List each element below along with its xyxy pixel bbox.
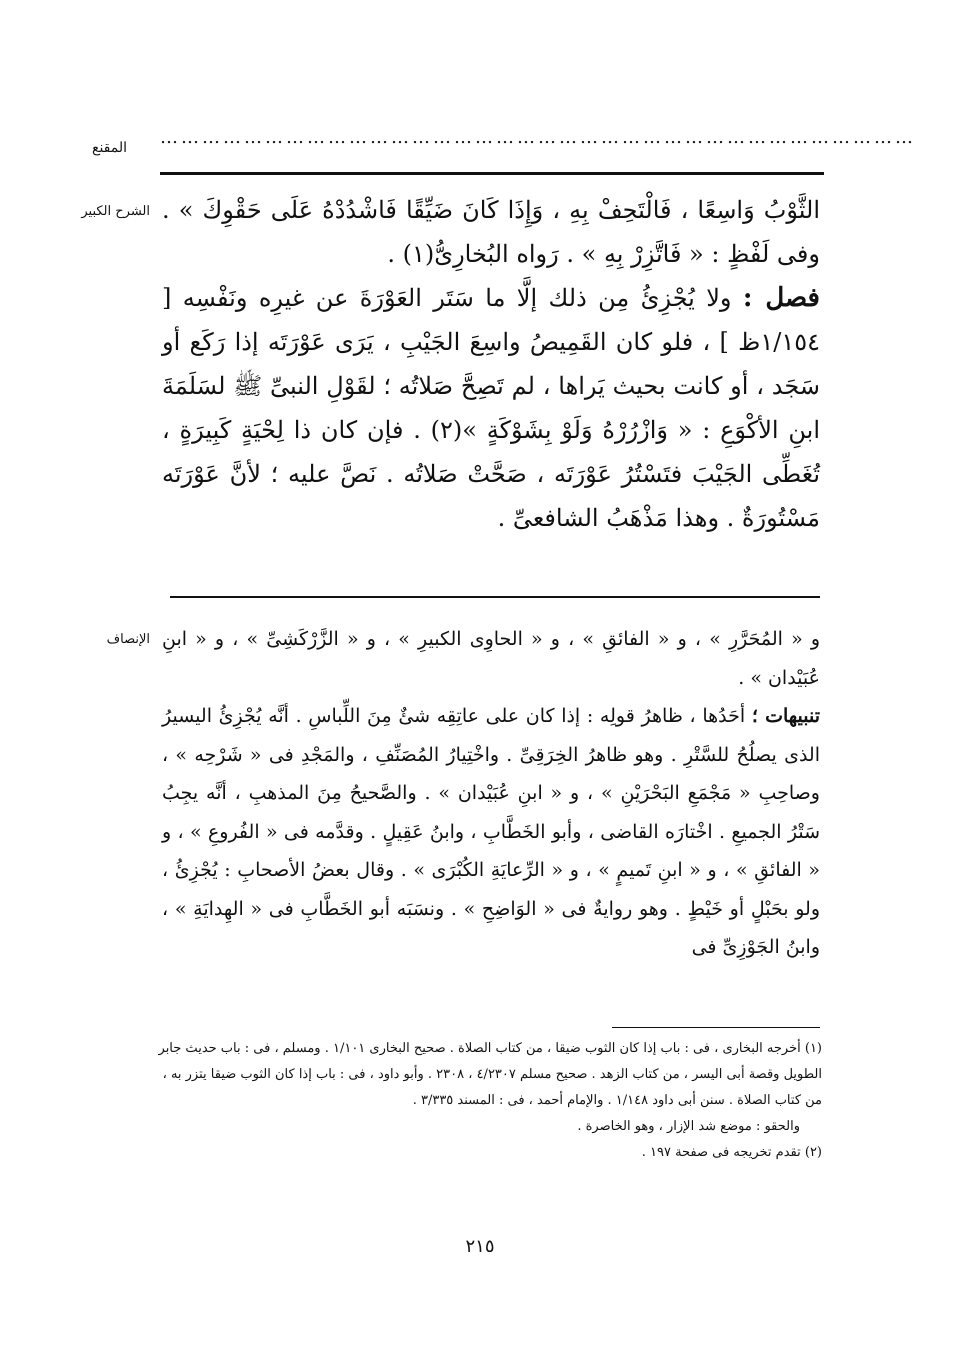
insaf-paragraph-1: و « المُحَرَّرِ » ، و « الفائقِ » ، و « الحاوِى الكبيرِ » ، و « الزَّرْكَشِىِّ » ، و « ابنِ عُبَيْدان » . bbox=[162, 628, 820, 689]
section-rule bbox=[170, 596, 820, 598]
insaf-label: الإنصاف bbox=[106, 632, 150, 647]
sharh-label: الشرح الكبير bbox=[81, 204, 150, 219]
footnotes bbox=[150, 1036, 822, 1166]
footnote-2: (٢) تقدم تخريجه فى صفحة ١٩٧ . bbox=[641, 1145, 822, 1160]
page-number: ٢١٥ bbox=[465, 1236, 495, 1257]
sharh-paragraph-1: الثَّوْبُ وَاسِعًا ، فَالْتَحِفْ بِهِ ، وَإِذَا كَانَ ضَيِّقًا فَاشْدُدْهُ عَلَى حَقْوِكَ » . وفى لَفْظٍ : « فَاتَّزِرْ بِهِ » . رَواه البُخارِىُّ(١) . bbox=[162, 196, 820, 268]
sharh-paragraph-2-body: ولا يُجْزِئُ مِن ذلك إلَّا ما سَتَر العَوْرَةَ عن غيرِه ونَفْسِه [ ١/١٥٤ظ ] ، فلو كان القَمِيصُ واسِعَ الجَيْبِ ، يَرَى عَوْرَتَه إذا رَكَع أو سَجَد ، أو كانت بحيث يَراها ، لم تَصِحَّ صَلاتُه ؛ لقَوْلِ النبىِّ ﷺ لسَلَمَةَ ابنِ الأكْوَعِ : « وَازْرُرْهُ وَلَوْ بِشَوْكَةٍ »(٢) . فإن كان ذا لِحْيَةٍ كَبِيرَةٍ ، تُغَطِّى الجَيْبَ فتَسْتُرُ عَوْرَتَه ، صَحَّتْ صَلاتُه . نَصَّ عليه ؛ لأنَّ عَوْرَتَه مَسْتُورَةٌ . وهذا مَذْهَبُ الشافعىِّ . bbox=[162, 284, 820, 532]
footnote-1: (١) أخرجه البخارى ، فى : باب إذا كان الثوب ضيقا ، من كتاب الصلاة . صحيح البخارى ١/١٠١ . ومسلم ، فى : باب حديث جابر الطويل وقصة أبى اليسر ، من كتاب الزهد . صحيح مسلم ٤/٢٣٠٧ ، ٢٣٠٨ . وأبو داود ، فى : باب إذا كان الثوب ضيقا يتزر به ، من كتاب الصلاة . سنن أبى داود ١/١٤٨ . والإمام أحمد ، فى : المسند ٣/٣٣٥ . bbox=[158, 1041, 822, 1108]
running-title: المقنع bbox=[92, 140, 128, 156]
header-dotted-line: ……………………………………………………………………………………………… bbox=[160, 127, 916, 148]
sharh-text-block bbox=[162, 188, 820, 540]
insaf-paragraph-2 bbox=[162, 697, 820, 967]
sharh-paragraph-2 bbox=[162, 276, 820, 540]
insaf-text-block bbox=[162, 620, 820, 967]
footnote-rule bbox=[612, 1027, 820, 1028]
footnote-gloss: والحقو : موضع شد الإزار ، وهو الخاصرة . bbox=[577, 1119, 800, 1134]
header-rule bbox=[160, 172, 824, 175]
tanbihat-keyword: تنبيهات ؛ bbox=[751, 705, 821, 727]
insaf-paragraph-2-body: أحَدُها ، ظاهرُ قولِه : إذا كان على عاتِقِه شئٌ مِنَ اللِّباسِ . أنَّه يُجْزِئُ اليسيرُ الذى يصلُحُ للسَّتْرِ . وهو ظاهرُ الخِرَقِىِّ . واخْتِيارُ المُصَنِّفِ ، والمَجْدِ فى « شَرْحِه » ، وصاحِبِ « مَجْمَعِ البَحْرَيْنِ » ، و « ابنِ عُبَيْدان » . والصَّحيحُ مِنَ المذهبِ ، أنَّه يجِبُ سَتْرُ الجميعِ . اخْتارَه القاضى ، وأبو الخَطَّابِ ، وابنُ عَقِيلٍ . وقدَّمه فى « الفُروعِ » ، و « الفائقِ » ، و « ابنِ تَميمٍ » ، و « الرِّعايَةِ الكُبْرَى » . وقال بعضُ الأصحابِ : يُجْزِئُ ، ولو بحَبْلٍ أو خَيْطٍ . وهو روايةٌ فى « الوَاضِحِ » . ونسَبَه أبو الخَطَّابِ فى « الهِدايَةِ » ، وابنُ الجَوْزِىِّ فى bbox=[162, 705, 820, 958]
fasl-keyword: فصل : bbox=[742, 283, 820, 313]
